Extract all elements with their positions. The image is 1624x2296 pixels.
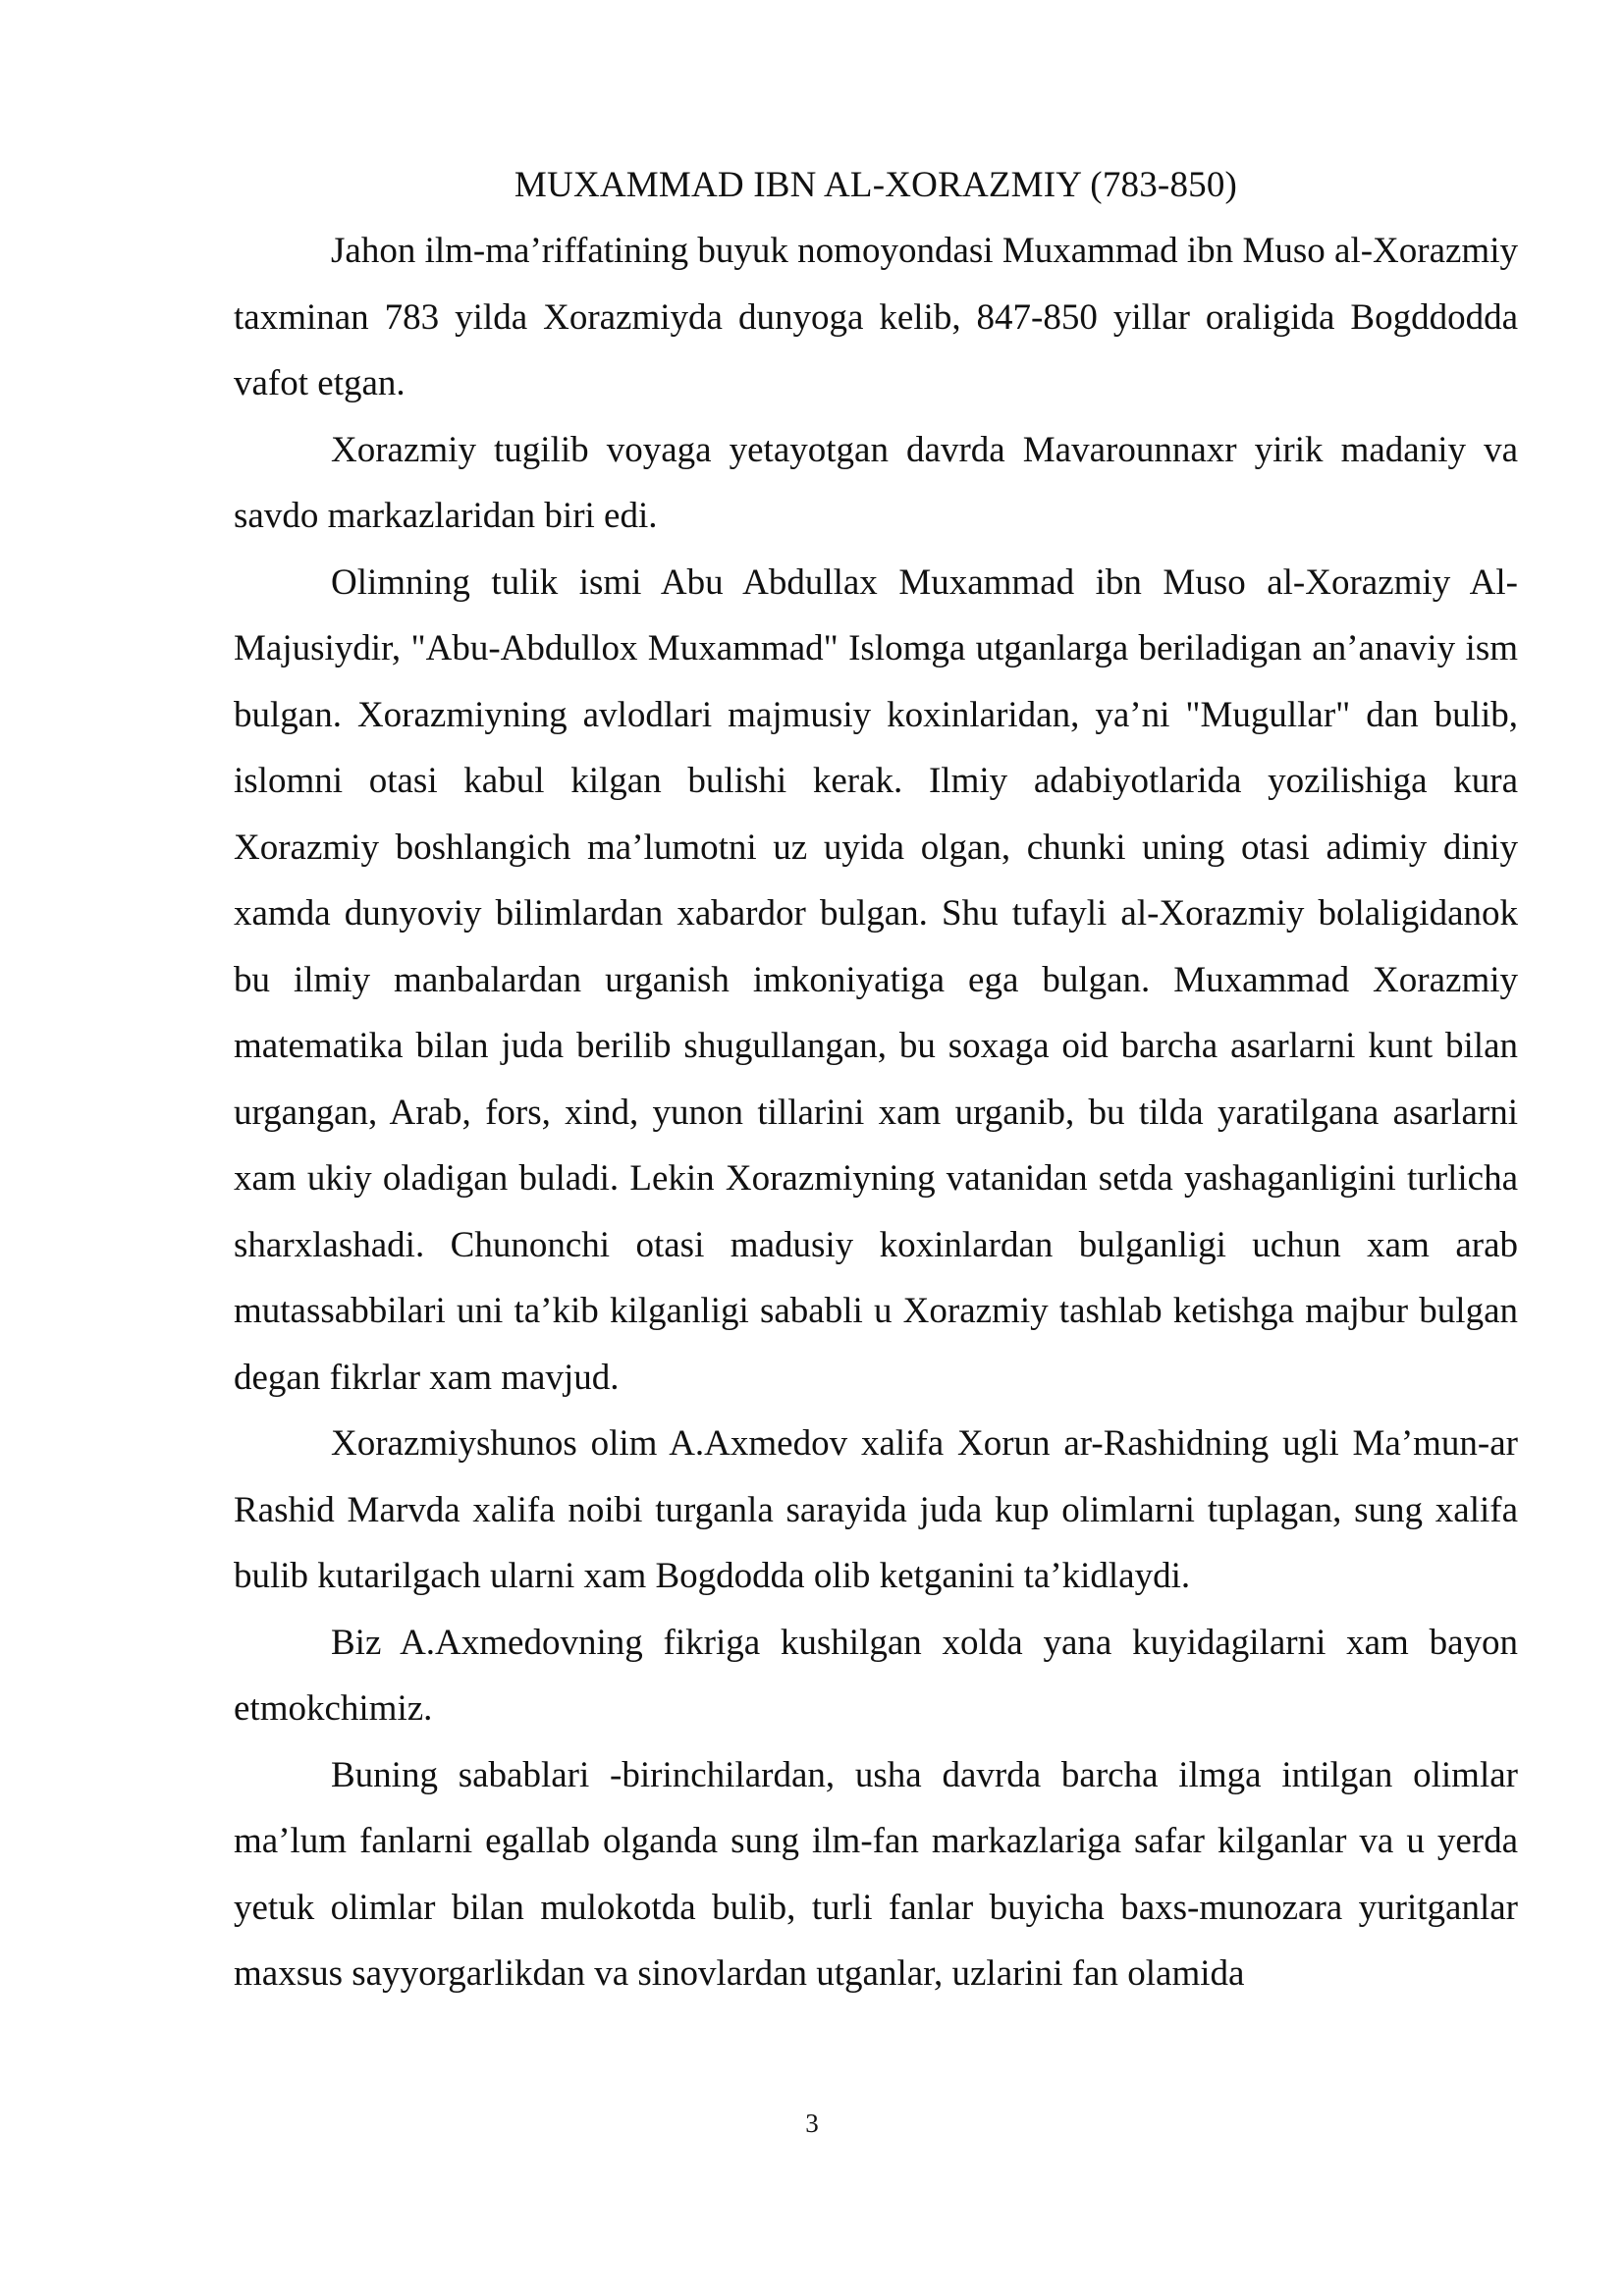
paragraph-mavarounnaxr: Xorazmiy tugilib voyaga yetayotgan davrda Mavarounnaxr yirik madaniy va savdo markazlaridan biri edi.	[234, 429, 1518, 536]
paragraph-reasons: Buning sabablari -birinchilardan, usha davrda barcha ilmga intilgan olimlar ma’lum fanlarni egallab olganda sung ilm-fan markazlariga safar kilganlar va u yerda yetuk olimlar bilan mulokotda bulib, turli fanlar buyicha baxs-munozara yuritganlar maxsus sayyorgarlikdan va sinovlardan utganlar, uzlarini fan olamida	[234, 1754, 1518, 1994]
paragraph-opinion: Biz A.Axmedovning fikriga kushilgan xolda yana kuyidagilarni xam bayon etmokchimiz.	[234, 1622, 1518, 1729]
page-content	[234, 152, 1518, 2007]
paragraph-full-name: Olimning tulik ismi Abu Abdullax Muxammad ibn Muso al-Xorazmiy Al-Majusiydir, "Abu-Abdullox Muxammad" Islomga utganlarga beriladigan an’anaviy ism bulgan. Xorazmiyning avlodlari majmusiy koxinlaridan, ya’ni "Mugullar" dan bulib, islomni otasi kabul kilgan bulishi kerak. Ilmiy adabiyotlarida yozilishiga kura Xorazmiy boshlangich ma’lumotni uz uyida olgan, chunki uning otasi adimiy diniy xamda dunyoviy bilimlardan xabardor bulgan. Shu tufayli al-Xorazmiy bolaligidanok bu ilmiy manbalardan urganish imkoniyatiga ega bulgan. Muxammad Xorazmiy matematika bilan juda berilib shugullangan, bu soxaga oid barcha asarlarni kunt bilan urgangan, Arab, fors, xind, yunon tillarini xam urganib, bu tilda yaratilgana asarlarni xam ukiy oladigan buladi. Lekin Xorazmiyning vatanidan setda yashaganligini turlicha sharxlashadi. Chunonchi otasi madusiy koxinlardan bulganligi uchun xam arab mutassabbilari uni ta’kib kilganligi sababli u Xorazmiy tashlab ketishga majbur bulgan degan fikrlar xam mavjud.	[234, 561, 1518, 1398]
paragraph-axmedov: Xorazmiyshunos olim A.Axmedov xalifa Xorun ar-Rashidning ugli Ma’mun-ar Rashid Marvda xalifa noibi turganla sarayida juda kup olimlarni tuplagan, sung xalifa bulib kutarilgach ularni xam Bogdodda olib ketganini ta’kidlaydi.	[234, 1423, 1518, 1596]
paragraph-birth: Jahon ilm-ma’riffatining buyuk nomoyondasi Muxammad ibn Muso al-Xorazmiy taxminan 783 yilda Xorazmiyda dunyoga kelib, 847-850 yillar oraligida Bogddodda vafot etgan.	[234, 231, 1518, 403]
page-title: MUXAMMAD IBN AL-XORAZMIY (783-850)	[514, 165, 1238, 205]
page-number: 3	[805, 2109, 819, 2138]
